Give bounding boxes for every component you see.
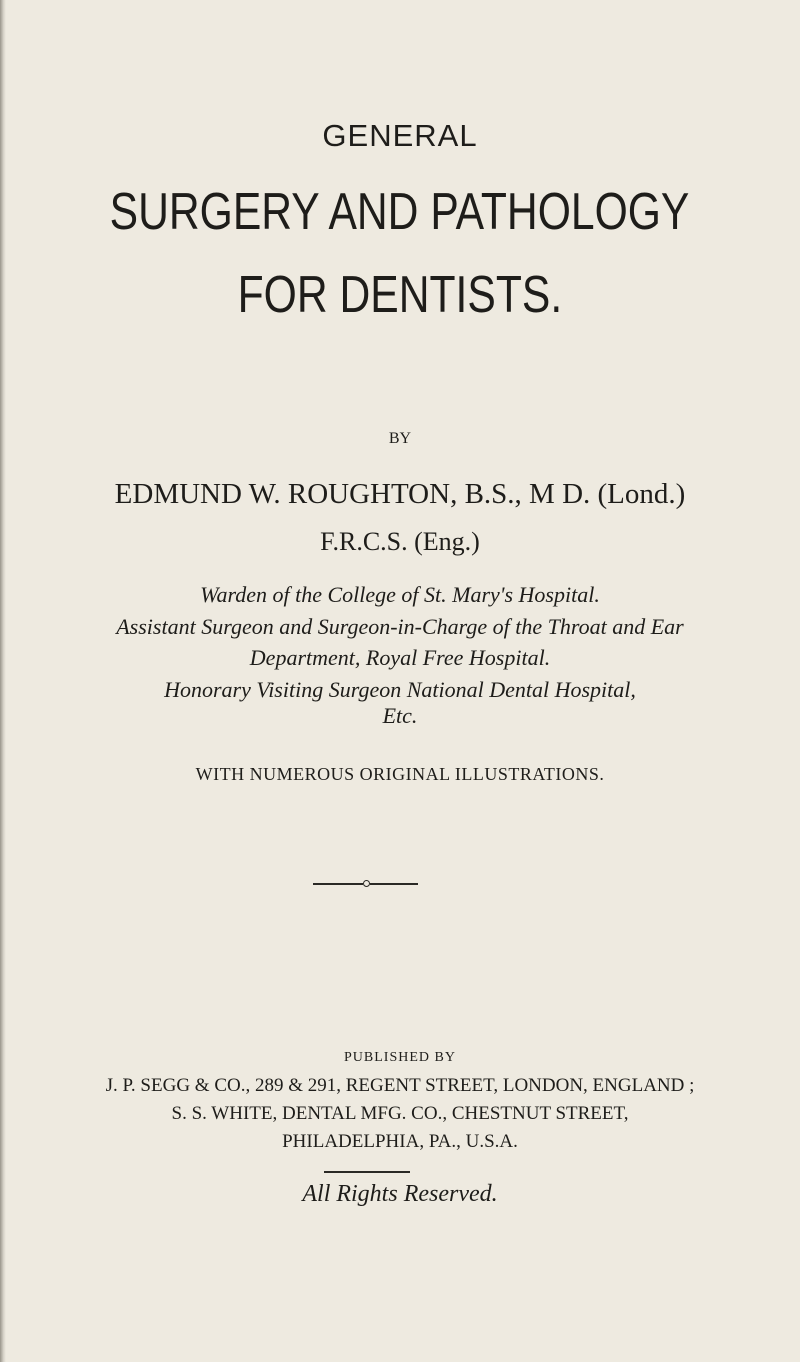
publisher-label-text: PUBLISHED BY (344, 1050, 456, 1065)
publisher-line-text: J. P. SEGG & CO., 289 & 291, REGENT STREET, LONDON, ENGLAND ; (105, 1075, 695, 1096)
rights-statement (0, 1181, 800, 1208)
position-line (0, 677, 800, 703)
publisher-line (0, 1075, 800, 1097)
position-text: Etc. (382, 703, 418, 728)
author-name-text: EDMUND W. ROUGHTON, B.S., M D. (Lond.) (114, 478, 686, 510)
title-general-text: GENERAL (322, 118, 478, 153)
publisher-line-text: PHILADELPHIA, PA., U.S.A. (282, 1131, 518, 1152)
title-line-general (0, 118, 800, 154)
title-line-dentists (0, 265, 800, 325)
position-line (0, 582, 800, 608)
position-line (0, 645, 800, 671)
author-qualification (0, 527, 800, 557)
publisher-label (0, 1050, 800, 1066)
title-line-surgery (0, 182, 800, 242)
divider-ring-ornament (363, 880, 370, 887)
position-line (0, 614, 800, 640)
position-text: Honorary Visiting Surgeon National Dental Hospital, (164, 677, 636, 702)
author-name (0, 478, 800, 511)
author-qualification-text: F.R.C.S. (Eng.) (320, 527, 480, 556)
position-text: Department, Royal Free Hospital. (249, 645, 551, 670)
position-text: Assistant Surgeon and Surgeon-in-Charge of the Throat and Ear (116, 614, 684, 639)
byline (0, 430, 800, 448)
publisher-line (0, 1103, 800, 1125)
title-dentists-text: FOR DENTISTS. (237, 266, 563, 324)
position-line (0, 703, 800, 729)
illustrations-note (0, 764, 800, 785)
byline-text: BY (388, 430, 412, 447)
divider-left-rule (313, 883, 363, 885)
rights-text: All Rights Reserved. (302, 1181, 498, 1207)
rights-rule (324, 1171, 410, 1173)
publisher-line (0, 1131, 800, 1153)
position-text: Warden of the College of St. Mary's Hospital. (200, 582, 600, 607)
title-surgery-text: SURGERY AND PATHOLOGY (110, 183, 690, 241)
divider-right-rule (370, 883, 418, 885)
publisher-line-text: S. S. WHITE, DENTAL MFG. CO., CHESTNUT STREET, (171, 1103, 629, 1124)
illustrations-note-text: WITH NUMEROUS ORIGINAL ILLUSTRATIONS. (195, 764, 605, 784)
